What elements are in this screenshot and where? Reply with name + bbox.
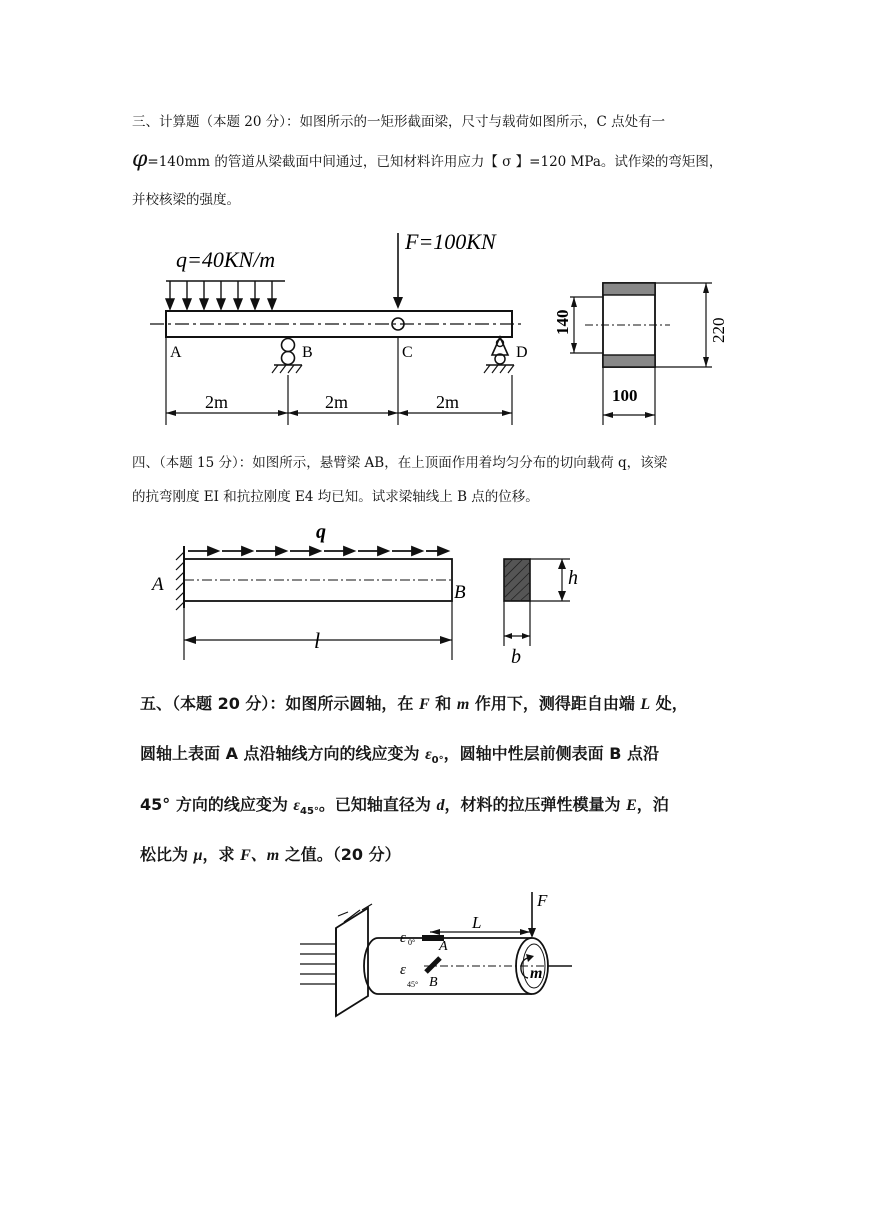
distributed-load-arrows	[166, 281, 276, 309]
q3-point-a: A	[170, 344, 182, 361]
q3-point-d: D	[516, 344, 528, 361]
tangential-load-arrows	[188, 547, 448, 555]
q4-point-a: A	[152, 574, 164, 595]
q4-length: l	[314, 628, 321, 653]
q5-line1: 五、（本题 20 分）：如图所示圆轴，在 F 和 m 作用下，测得距自由端 L 处，	[140, 694, 688, 713]
q5-line2: 圆轴上表面 A 点沿轴线方向的线应变为 $\varepsilon_{0^\circ}$，圆轴中性层前侧表面 B 点沿	[140, 744, 659, 767]
q4-b-label: b	[511, 646, 521, 668]
q3-dim-100: 100	[612, 386, 638, 405]
q3-line1: 三、计算题（本题 20 分）：如图所示的一矩形截面梁，尺寸与载荷如图所示，C 点处有一	[132, 114, 666, 130]
q5-force-arrow-head	[528, 928, 536, 938]
q3-dim-140: 140	[553, 309, 572, 335]
q3-line2	[132, 147, 742, 172]
q5-eps0-sym: ε	[400, 930, 406, 946]
q5-eps45-sym: ε	[400, 962, 406, 978]
q4-line2: 的抗弯刚度 EI 和抗拉刚度 E4 均已知。试求梁轴线上 B 点的位移。	[132, 489, 539, 505]
q3-point-b: B	[302, 344, 313, 361]
phi-symbol: φ	[132, 147, 148, 172]
q5-shaft-figure	[292, 888, 592, 1023]
q3-span1: 2m	[205, 392, 229, 412]
q5-line3: 45° 方向的线应变为 $\varepsilon_{45^\circ}$。已知轴直径为 d，材料的拉压弹性模量为 E，泊	[140, 795, 669, 818]
q3-line3: 并校核梁的强度。	[132, 192, 240, 208]
force-arrow-head	[393, 297, 403, 309]
strain-gauge-b	[426, 958, 440, 972]
q3-span3: 2m	[436, 392, 460, 412]
q4-h-label: h	[568, 567, 578, 589]
q5-f-label: F	[537, 891, 548, 910]
q5-point-a: A	[439, 939, 448, 954]
q5-m-label: m	[530, 965, 543, 982]
q4-q-label: q	[316, 521, 326, 543]
q3-point-c: C	[402, 344, 413, 361]
q5-l-label: L	[472, 913, 482, 932]
q3-beam-figure	[140, 225, 732, 430]
q3-span2: 2m	[325, 392, 349, 412]
q4-line1: 四、（本题 15 分）：如图所示，悬臂梁 AB，在上顶面作用着均匀分布的切向载荷 q，该梁	[132, 455, 668, 471]
q4-cantilever-figure	[140, 518, 600, 670]
q5-line4: 松比为 μ，求 F、m 之值。（20 分）	[140, 845, 401, 864]
q3-f-label: F=100KN	[405, 229, 496, 254]
q5-point-b: B	[429, 975, 438, 990]
q3-dim-220: 220	[709, 317, 728, 343]
q5-eps45-sub: 45°	[407, 980, 419, 989]
q5-eps0-sub: 0°	[408, 938, 416, 947]
fixed-support-block	[336, 908, 368, 1016]
q3-line2-text: =140mm 的管道从梁截面中间通过，已知材料许用应力【 σ 】=120 MPa。试作梁的弯矩图，	[147, 154, 723, 170]
q4-point-b: B	[454, 582, 466, 603]
q3-q-label: q=40KN/m	[176, 247, 276, 272]
